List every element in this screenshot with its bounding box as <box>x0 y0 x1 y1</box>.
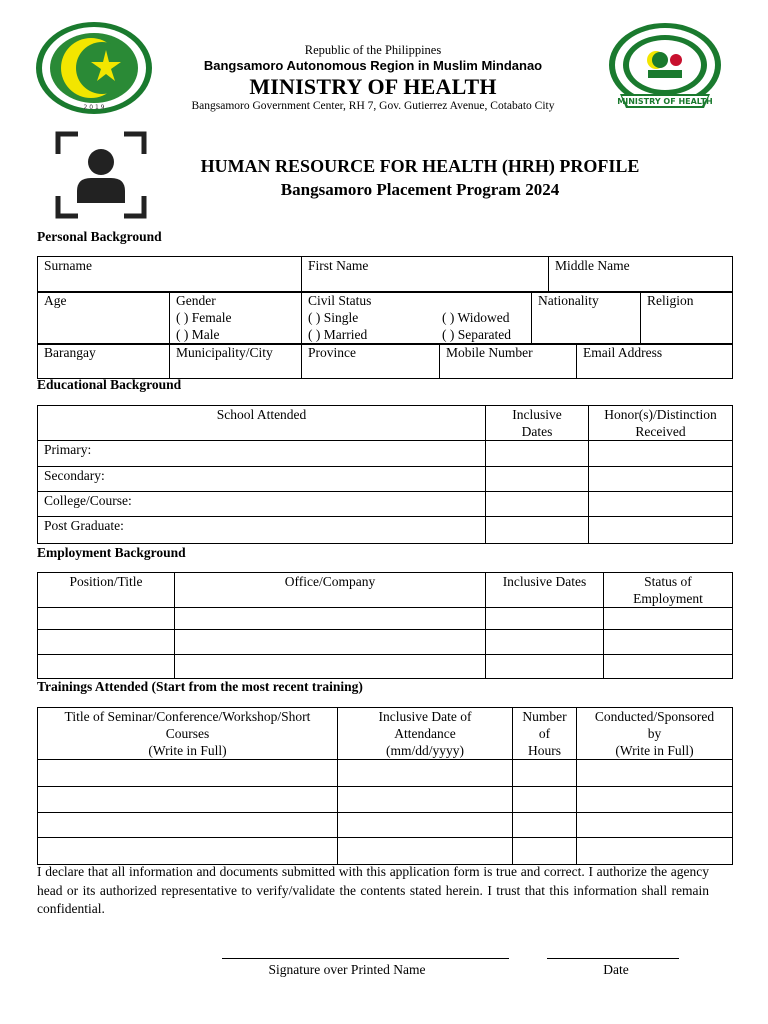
training-cell[interactable] <box>338 787 513 813</box>
photo-placeholder-icon <box>55 131 147 219</box>
employment-heading: Employment Background <box>37 545 186 560</box>
trainings-heading: Trainings Attended (Start from the most recent training) <box>37 679 363 694</box>
signature-line[interactable] <box>222 958 509 959</box>
col-position: Position/Title <box>38 573 175 608</box>
employment-cell[interactable] <box>604 655 733 679</box>
training-cell[interactable] <box>38 787 338 813</box>
col-date-line1: Inclusive Date of <box>378 709 472 724</box>
college-honors-cell[interactable] <box>589 492 733 517</box>
col-dates-line1: Inclusive <box>512 407 562 422</box>
col-honors-line1: Honor(s)/Distinction <box>604 407 717 422</box>
col-sponsor-line1: Conducted/Sponsored <box>594 709 715 724</box>
training-cell[interactable] <box>38 813 338 838</box>
employment-cell[interactable] <box>175 608 486 630</box>
training-cell[interactable] <box>38 838 338 865</box>
cs-single-option[interactable]: ( ) Single <box>308 310 359 325</box>
civil-status-field[interactable] <box>302 292 532 345</box>
col-status-line1: Status of <box>644 574 692 589</box>
education-table <box>37 405 733 544</box>
col-date-line2: Attendance <box>394 726 456 741</box>
gender-female-option[interactable]: ( ) Female <box>176 310 232 325</box>
secondary-honors-cell[interactable] <box>589 467 733 492</box>
date-line[interactable] <box>547 958 679 959</box>
col-hours-line1: Number <box>522 709 567 724</box>
col-honors-line2: Received <box>635 424 686 439</box>
training-cell[interactable] <box>513 838 577 865</box>
postgrad-row-label[interactable]: Post Graduate: <box>38 517 486 544</box>
province-field[interactable] <box>302 344 440 379</box>
col-school-attended: School Attended <box>38 406 486 441</box>
training-cell[interactable] <box>577 838 733 865</box>
col-status <box>604 573 733 608</box>
col-training-sponsor <box>577 708 733 760</box>
surname-label: Surname <box>44 258 92 273</box>
form-title: HUMAN RESOURCE FOR HEALTH (HRH) PROFILE <box>200 156 640 176</box>
employment-cell[interactable] <box>486 655 604 679</box>
svg-text:MINISTRY OF HEALTH: MINISTRY OF HEALTH <box>617 97 713 106</box>
mobile-field[interactable] <box>440 344 577 379</box>
col-sponsor-line2: by <box>647 726 662 741</box>
training-cell[interactable] <box>577 813 733 838</box>
primary-row-label[interactable]: Primary: <box>38 441 486 467</box>
mobile-label: Mobile Number <box>446 345 533 360</box>
primary-dates-cell[interactable] <box>486 441 589 467</box>
address-line: Bangsamoro Government Center, RH 7, Gov. Gutierrez Avenue, Cotabato City <box>191 100 555 112</box>
middle-name-field[interactable] <box>549 257 733 293</box>
employment-cell[interactable] <box>38 608 175 630</box>
gender-male-option[interactable]: ( ) Male <box>176 327 220 342</box>
training-cell[interactable] <box>513 813 577 838</box>
trainings-table <box>37 707 733 865</box>
email-label: Email Address <box>583 345 663 360</box>
training-cell[interactable] <box>338 760 513 787</box>
personal-heading: Personal Background <box>37 229 162 244</box>
col-title-line2: Courses <box>165 726 210 741</box>
signature-label: Signature over Printed Name <box>268 962 426 977</box>
col-training-date <box>338 708 513 760</box>
col-training-hours <box>513 708 577 760</box>
declaration-text: I declare that all information and documents submitted with this application form is true and correct. I authorize the agency head or its authorized representative to verify/validate the contents stated herein. I trust that this information shall remain confidential. <box>37 864 709 916</box>
municipality-label: Municipality/City <box>176 345 273 360</box>
form-subtitle: Bangsamoro Placement Program 2024 <box>280 180 560 199</box>
col-title-line3: (Write in Full) <box>148 743 227 758</box>
surname-field[interactable] <box>38 257 302 293</box>
employment-cell[interactable] <box>604 630 733 655</box>
cs-married-option[interactable]: ( ) Married <box>308 327 368 342</box>
col-inclusive-dates <box>486 406 589 441</box>
svg-text:2 0 1 9: 2 0 1 9 <box>83 104 105 111</box>
primary-honors-cell[interactable] <box>589 441 733 467</box>
col-hours-line3: Hours <box>528 743 561 758</box>
province-label: Province <box>308 345 356 360</box>
college-dates-cell[interactable] <box>486 492 589 517</box>
region-line: Bangsamoro Autonomous Region in Muslim Mindanao <box>203 58 543 73</box>
municipality-field[interactable] <box>170 344 302 379</box>
employment-cell[interactable] <box>486 608 604 630</box>
left-seal-logo <box>34 20 154 116</box>
gender-field[interactable] <box>170 292 302 345</box>
cs-widowed-option[interactable]: ( ) Widowed <box>442 310 510 325</box>
training-cell[interactable] <box>513 787 577 813</box>
barangay-field[interactable] <box>38 344 170 379</box>
training-cell[interactable] <box>513 760 577 787</box>
postgrad-honors-cell[interactable] <box>589 517 733 544</box>
secondary-row-label[interactable]: Secondary: <box>38 467 486 492</box>
barangay-label: Barangay <box>44 345 96 360</box>
nationality-label: Nationality <box>538 293 599 308</box>
first-name-field[interactable] <box>302 257 549 293</box>
religion-label: Religion <box>647 293 694 308</box>
education-heading: Educational Background <box>37 377 182 392</box>
middle-name-label: Middle Name <box>555 258 630 273</box>
employment-cell[interactable] <box>175 630 486 655</box>
email-field[interactable] <box>577 344 733 379</box>
age-field[interactable] <box>38 292 170 345</box>
training-cell[interactable] <box>338 813 513 838</box>
personal-table-row2 <box>37 291 733 345</box>
secondary-dates-cell[interactable] <box>486 467 589 492</box>
religion-field[interactable] <box>641 292 733 345</box>
col-hours-line2: of <box>538 726 551 741</box>
employment-cell[interactable] <box>486 630 604 655</box>
gender-label: Gender <box>176 293 216 308</box>
postgrad-dates-cell[interactable] <box>486 517 589 544</box>
employment-table <box>37 572 733 679</box>
training-cell[interactable] <box>577 787 733 813</box>
employment-cell[interactable] <box>175 655 486 679</box>
cs-separated-option[interactable]: ( ) Separated <box>442 327 511 342</box>
personal-table-row3 <box>37 343 733 379</box>
right-seal-logo <box>606 20 724 116</box>
age-label: Age <box>44 293 67 308</box>
nationality-field[interactable] <box>532 292 641 345</box>
col-honors <box>589 406 733 441</box>
col-sponsor-line3: (Write in Full) <box>615 743 694 758</box>
employment-cell[interactable] <box>38 630 175 655</box>
ministry-name: MINISTRY OF HEALTH <box>249 74 497 99</box>
training-cell[interactable] <box>577 760 733 787</box>
employment-cell[interactable] <box>604 608 733 630</box>
date-label: Date <box>603 962 629 977</box>
civil-status-label: Civil Status <box>308 293 372 308</box>
first-name-label: First Name <box>308 258 369 273</box>
college-row-label[interactable]: College/Course: <box>38 492 486 517</box>
col-employment-dates: Inclusive Dates <box>486 573 604 608</box>
col-training-title <box>38 708 338 760</box>
col-status-line2: Employment <box>633 591 703 606</box>
col-title-line1: Title of Seminar/Conference/Workshop/Short <box>64 709 311 724</box>
training-cell[interactable] <box>38 760 338 787</box>
republic-line: Republic of the Philippines <box>304 43 442 57</box>
employment-cell[interactable] <box>38 655 175 679</box>
col-dates-line2: Dates <box>521 424 553 439</box>
col-office: Office/Company <box>175 573 486 608</box>
col-date-line3: (mm/dd/yyyy) <box>386 743 464 758</box>
personal-table-row1 <box>37 256 733 293</box>
training-cell[interactable] <box>338 838 513 865</box>
